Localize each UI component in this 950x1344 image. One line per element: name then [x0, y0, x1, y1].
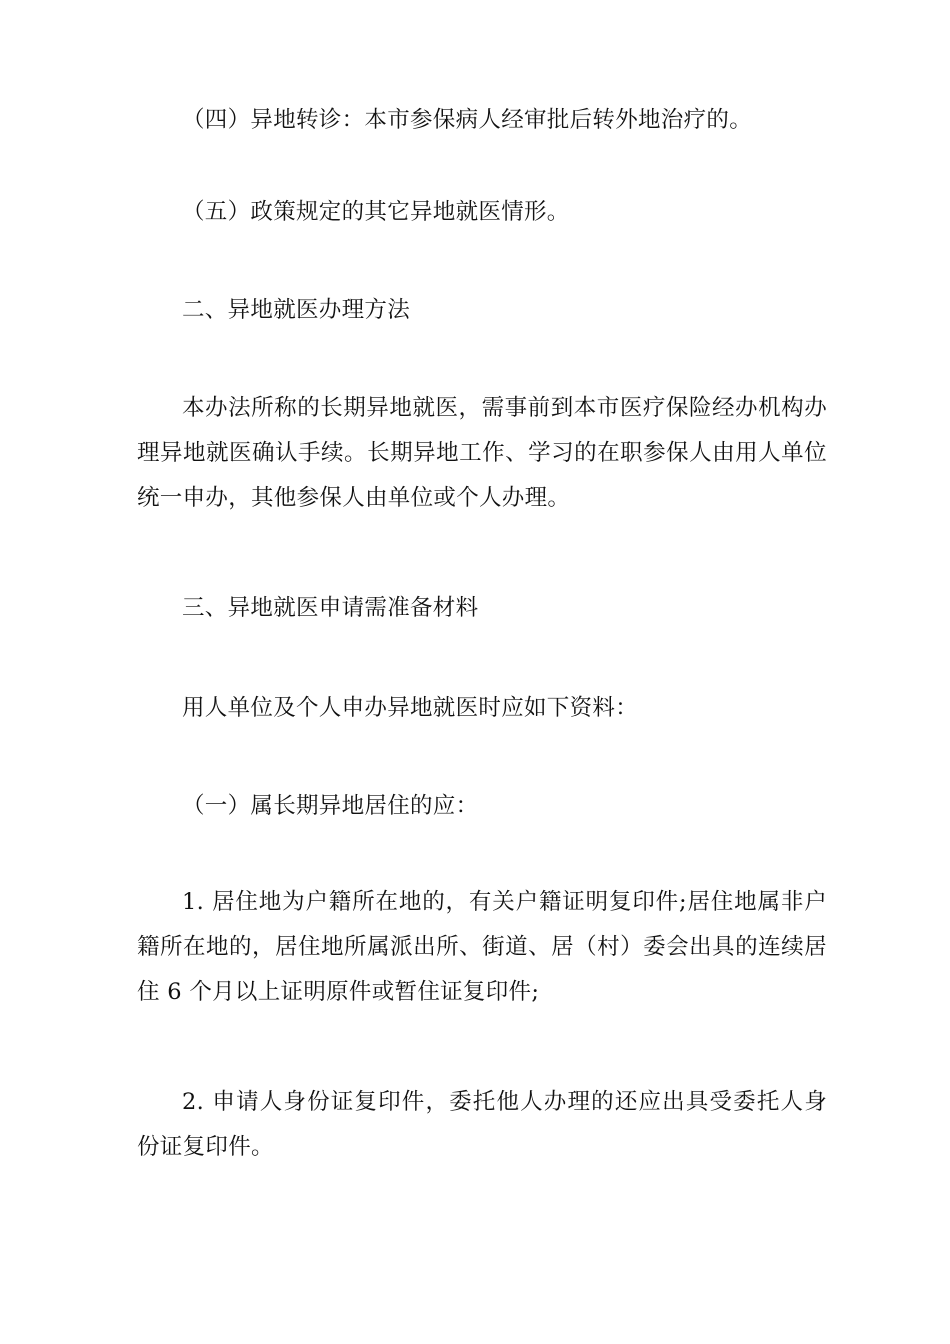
list-item-id-copy: 2. 申请人身份证复印件，委托他人办理的还应出具受委托人身份证复印件。 [137, 1089, 827, 1160]
section-heading-procedure: 二、异地就医办理方法 [182, 297, 411, 323]
paragraph-other-cases: （五）政策规定的其它异地就医情形。 [182, 199, 570, 225]
list-item-residence-proof: 1. 居住地为户籍所在地的，有关户籍证明复印件;居住地属非户籍所在地的，居住地所属派出所、街道、居（村）委会出具的连续居住 6 个月以上证明原件或暂住证复印件; [137, 889, 827, 1005]
paragraph-procedure-body: 本办法所称的长期异地就医，需事前到本市医疗保险经办机构办理异地就医确认手续。长期异地工作、学习的在职参保人由用人单位统一申办，其他参保人由单位或个人办理。 [137, 395, 827, 511]
paragraph-transfer-treatment: （四）异地转诊：本市参保病人经审批后转外地治疗的。 [182, 107, 753, 133]
paragraph-long-term-residence: （一）属长期异地居住的应： [182, 793, 479, 819]
section-heading-materials: 三、异地就医申请需准备材料 [182, 595, 479, 621]
paragraph-materials-intro: 用人单位及个人申办异地就医时应如下资料： [182, 695, 639, 721]
